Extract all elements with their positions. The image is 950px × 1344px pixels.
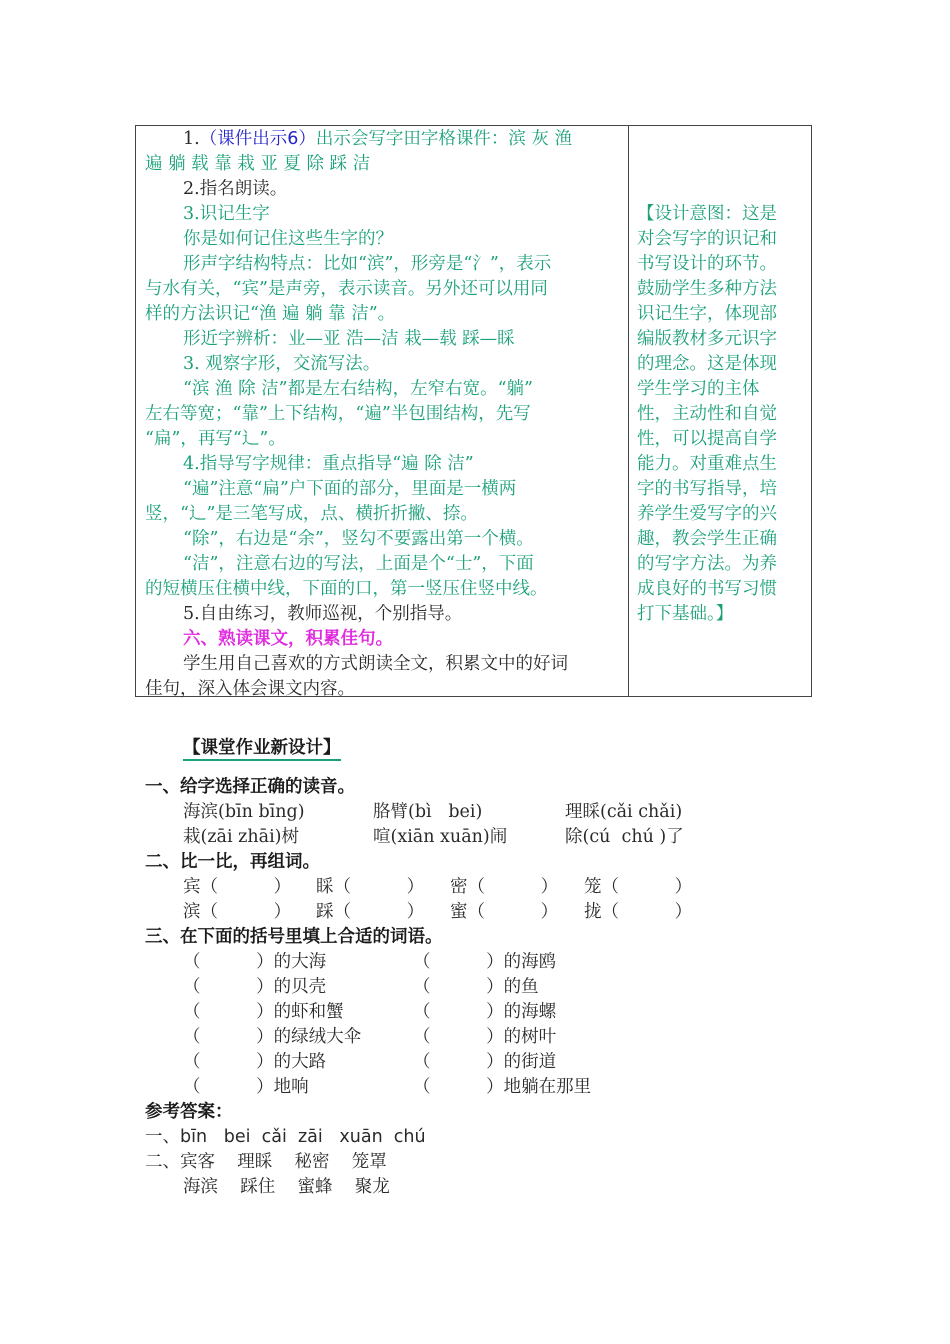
answer-1: [145, 1125, 426, 1150]
q1-item-5: 喧(xiān xuān)闹: [373, 827, 508, 847]
step1-text: 出示会写字田字格课件：滨 灰 渔: [315, 129, 572, 149]
q3-right-6: （ ）地躺在那里: [413, 1077, 592, 1097]
design-intent-line-6: 编版教材多元识字: [637, 329, 777, 349]
table-column-divider: [628, 126, 629, 696]
design-intent-line-3: 书写设计的环节。: [637, 254, 777, 274]
homework-title: [183, 736, 341, 761]
q2-row1-item-4: 笼（ ）: [584, 877, 693, 897]
q1-item-4: 栽(zāi zhāi)树: [183, 827, 299, 847]
design-intent-line-8: 学生学习的主体: [637, 379, 760, 399]
similar-chars-text: 形近字辨析：业—亚 浩—洁 栽—载 踩—睬: [183, 329, 515, 349]
q2-row1-item-1: 宾（ ）: [183, 877, 292, 897]
structure-line-1: 形声字结构特点：比如“滨”，形旁是“氵”，表示: [183, 254, 552, 274]
design-intent-line-13: 养学生爱写字的兴: [637, 504, 777, 524]
step4-text: 4.指导写字规律：重点指导“遍 除 洁”: [183, 454, 474, 474]
answer-1-text: bīn bei cǎi zāi xuān chú: [180, 1127, 426, 1147]
q3-right-5: （ ）的街道: [413, 1052, 557, 1072]
answer-2: [145, 1150, 387, 1175]
read-line-2: 佳句，深入体会课文内容。: [145, 679, 355, 699]
question-how-text: 你是如何记住这些生字的？: [183, 229, 393, 249]
chu-text: “除”，右边是“余”，竖勾不要露出第一个横。: [183, 529, 534, 549]
design-intent-line-15: 的写字方法。为养: [637, 554, 777, 574]
design-intent-line-2: 对会写字的识记和: [637, 229, 777, 249]
answer-2-line-2: 海滨 踩住 蜜蜂 聚龙: [183, 1177, 390, 1197]
design-intent-line-10: 性，可以提高自学: [637, 429, 777, 449]
q2-row1-item-3: 密（ ）: [450, 877, 559, 897]
section6-heading: 六、熟读课文，积累佳句。: [183, 629, 393, 649]
q1-item-2: 胳臂(bì bei): [373, 802, 483, 822]
q2-row2-item-2: 踩（ ）: [316, 902, 425, 922]
bian-line-2: 竖，“辶”是三笔写成，点、横折折撇、捺。: [145, 504, 478, 524]
q2-row2-item-1: 滨（ ）: [183, 902, 292, 922]
structure-line-3: 样的方法识记“渔 遍 躺 靠 洁”。: [145, 304, 396, 324]
q3-right-2: （ ）的鱼: [413, 977, 539, 997]
q1-item-1: 海滨(bīn bīng): [183, 802, 305, 822]
q1-item-3: 理睬(cǎi chǎi): [565, 802, 683, 822]
step1-tag: （课件出示6）: [199, 129, 316, 149]
structure-line-2: 与水有关，“宾”是声旁，表示读音。另外还可以用同: [145, 279, 548, 299]
read-line-1: 学生用自己喜欢的方式朗读全文，积累文中的好词: [183, 654, 568, 674]
q3-left-1: （ ）的大海: [183, 952, 327, 972]
q3-left-4: （ ）的绿绒大伞: [183, 1027, 362, 1047]
design-intent-line-9: 性，主动性和自觉: [637, 404, 777, 424]
answer-2-label: 二、: [145, 1152, 180, 1172]
step2-text: 2.指名朗读。: [183, 179, 288, 199]
answers-title: 参考答案：: [145, 1102, 233, 1122]
step3b-text: 3. 观察字形，交流写法。: [183, 354, 381, 374]
q1-title: 一、给字选择正确的读音。: [145, 777, 355, 797]
design-intent-line-5: 识记生字，体现部: [637, 304, 777, 324]
q3-right-3: （ ）的海螺: [413, 1002, 557, 1022]
shape-line-1: “滨 渔 除 洁”都是左右结构，左窄右宽。“躺”: [183, 379, 533, 399]
answer-1-label: 一、: [145, 1127, 180, 1147]
step1-chars: 遍 躺 载 靠 栽 亚 夏 除 踩 洁: [145, 154, 371, 174]
q2-row2-item-3: 蜜（ ）: [450, 902, 559, 922]
step5-text: 5.自由练习，教师巡视，个别指导。: [183, 604, 463, 624]
design-intent-line-17: 打下基础。】: [637, 604, 734, 624]
q3-left-6: （ ）地响: [183, 1077, 309, 1097]
q3-title: 三、在下面的括号里填上合适的词语。: [145, 927, 443, 947]
design-intent-line-16: 成良好的书写习惯: [637, 579, 777, 599]
q3-left-2: （ ）的贝壳: [183, 977, 327, 997]
q2-row1-item-2: 睬（ ）: [316, 877, 425, 897]
design-intent-line-1: 【设计意图：这是: [637, 204, 777, 224]
design-intent-line-4: 鼓励学生多种方法: [637, 279, 777, 299]
jie-line-1: “洁”，注意右边的写法，上面是个“士”，下面: [183, 554, 534, 574]
shape-line-3: “扁”，再写“辶”。: [145, 429, 286, 449]
design-intent-line-11: 能力。对重难点生: [637, 454, 777, 474]
q1-item-6: 除(cú chú )了: [565, 827, 684, 847]
homework-title-text: 【课堂作业新设计】: [183, 738, 341, 761]
design-intent-line-14: 趣，教会学生正确: [637, 529, 777, 549]
step1-number: 1.: [183, 129, 200, 149]
q3-right-4: （ ）的树叶: [413, 1027, 557, 1047]
bian-line-1: “遍”注意“扁”户下面的部分，里面是一横两: [183, 479, 517, 499]
q3-right-1: （ ）的海鸥: [413, 952, 557, 972]
shape-line-2: 左右等宽；“靠”上下结构，“遍”半包围结构，先写: [145, 404, 531, 424]
q2-title: 二、比一比，再组词。: [145, 852, 320, 872]
lesson-step1: [183, 127, 572, 152]
step3a-text: 3.识记生字: [183, 204, 270, 224]
jie-line-2: 的短横压住横中线，下面的口，第一竖压住竖中线。: [145, 579, 548, 599]
design-intent-line-12: 字的书写指导，培: [637, 479, 777, 499]
q3-left-3: （ ）的虾和蟹: [183, 1002, 344, 1022]
q3-left-5: （ ）的大路: [183, 1052, 327, 1072]
answer-2-line-1: 宾客 理睬 秘密 笼罩: [180, 1152, 387, 1172]
design-intent-line-7: 的理念。这是体现: [637, 354, 777, 374]
q2-row2-item-4: 拢（ ）: [584, 902, 693, 922]
